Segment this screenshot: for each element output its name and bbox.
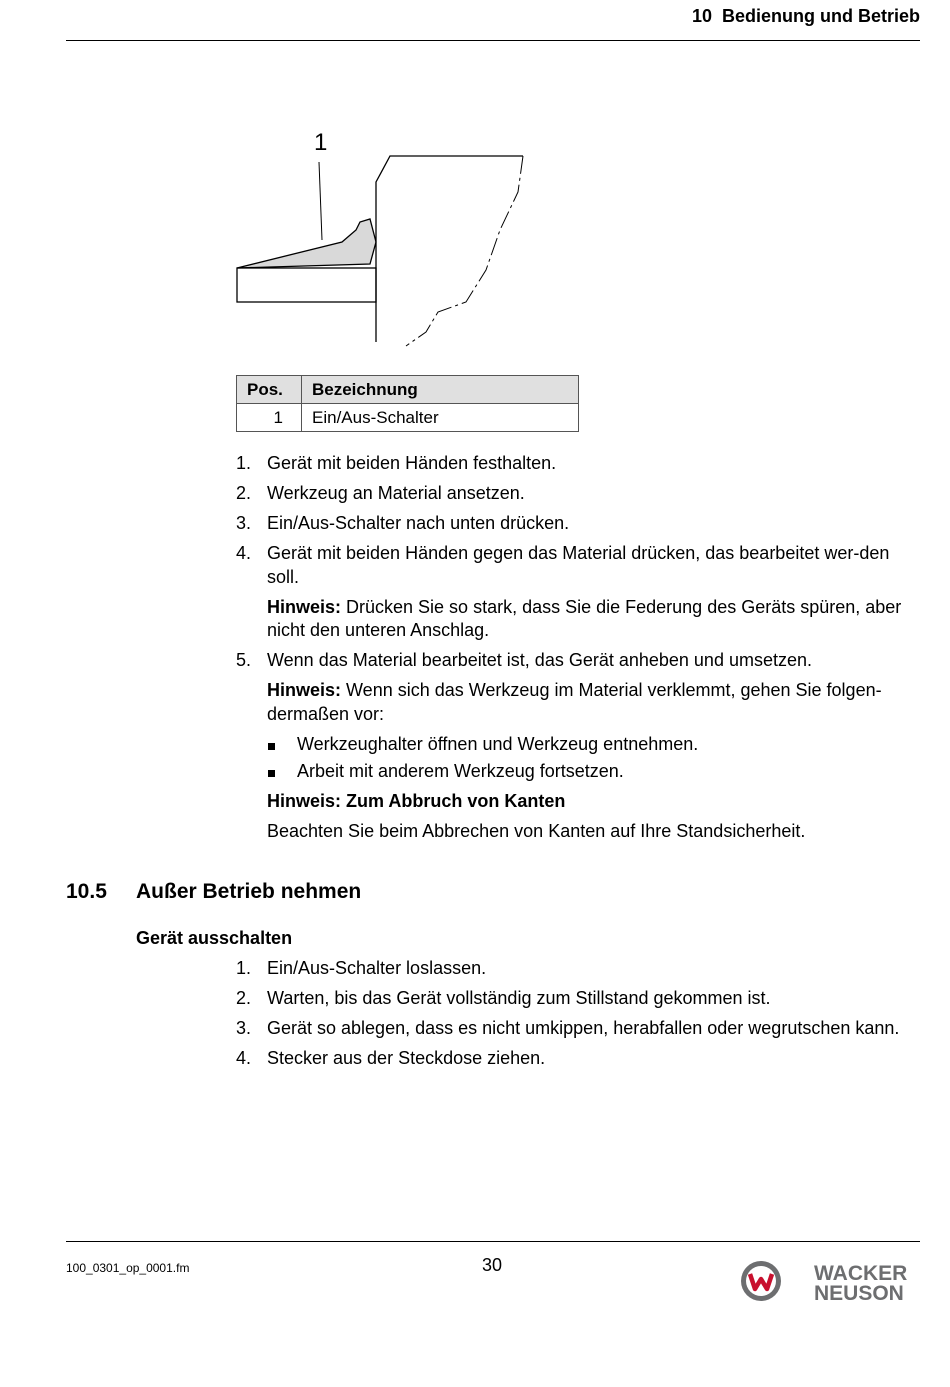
list-item: 1. Gerät mit beiden Händen festhalten. [236, 453, 557, 473]
housing-break-line [406, 156, 523, 346]
note-paragraph: Hinweis: Wenn sich das Werkzeug im Material verklemmt, gehen Sie folgen-dermaßen vor: [267, 680, 882, 724]
list-item: 2. Werkzeug an Material ansetzen. [236, 483, 525, 503]
list-item: 5. Wenn das Material bearbeitet ist, das Gerät anheben und umsetzen. Hinweis: Wenn sich das Werkzeug im Material verklemmt, gehen Sie folgen-dermaßen vor: Werkzeughalter öffnen und Werkzeug entnehmen. Arbeit mit anderem Werkzeug fortsetzen. Hinweis: Zum Abbruch von Kanten Beachten Sie beim Abbrechen von Kanten auf Ihre Standsicherheit. [236, 649, 926, 843]
list-item: 2. Warten, bis das Gerät vollständig zum Stillstand gekommen ist. [236, 988, 771, 1008]
callout-leader-line [319, 162, 322, 240]
device-housing [376, 156, 523, 342]
page-number: 30 [482, 1255, 503, 1275]
operation-steps [236, 452, 926, 850]
switch-lever [237, 219, 376, 268]
table-row [237, 404, 579, 432]
header-rule [66, 40, 920, 41]
wacker-neuson-logo [738, 1258, 924, 1304]
table-cell-name: Ein/Aus-Schalter [302, 404, 579, 432]
callout-label: 1 [314, 129, 328, 156]
list-item: 3. Ein/Aus-Schalter nach unten drücken. [236, 513, 570, 533]
subsection-heading: Gerät ausschalten [136, 928, 293, 948]
svg-text:NEUSON: NEUSON [814, 1282, 904, 1304]
list-item: 4. Gerät mit beiden Händen gegen das Material drücken, das bearbeitet wer-den soll. Hinweis: Drücken Sie so stark, dass Sie die Federung des Geräts spüren, aber nicht den unteren Anschlag. [236, 542, 926, 643]
section-heading: 10.5 Außer Betrieb nehmen [66, 880, 362, 903]
running-header: 10 Bedienung und Betrieb [691, 6, 920, 26]
note-paragraph: Hinweis: Drücken Sie so stark, dass Sie die Federung des Geräts spüren, aber nicht den unteren Anschlag. [267, 596, 902, 640]
switch-illustration [230, 120, 550, 360]
footer-rule [66, 1241, 920, 1242]
list-item: 1. Ein/Aus-Schalter loslassen. [236, 958, 487, 978]
table-cell-pos: 1 [237, 404, 302, 432]
col-header-pos: Pos. [237, 376, 302, 404]
col-header-bezeichnung: Bezeichnung [302, 376, 579, 404]
list-item: 3. Gerät so ablegen, dass es nicht umkippen, herabfallen oder wegrutschen kann. [236, 1018, 900, 1038]
footer-filename: 100_0301_op_0001.fm [66, 1261, 190, 1275]
svg-text:WACKER: WACKER [814, 1262, 908, 1285]
list-item: 4. Stecker aus der Steckdose ziehen. [236, 1048, 546, 1068]
bullet-item: Arbeit mit anderem Werkzeug fortsetzen. [267, 760, 926, 784]
bullet-item: Werkzeughalter öffnen und Werkzeug entnehmen. [267, 733, 926, 757]
note-paragraph: Beachten Sie beim Abbrechen von Kanten auf Ihre Standsicherheit. [267, 820, 806, 841]
handle-grip [237, 268, 376, 302]
note-heading: Hinweis: Zum Abbruch von Kanten [267, 790, 566, 811]
shutdown-steps [236, 957, 926, 1077]
position-table [236, 375, 579, 432]
bullet-list [267, 733, 926, 784]
